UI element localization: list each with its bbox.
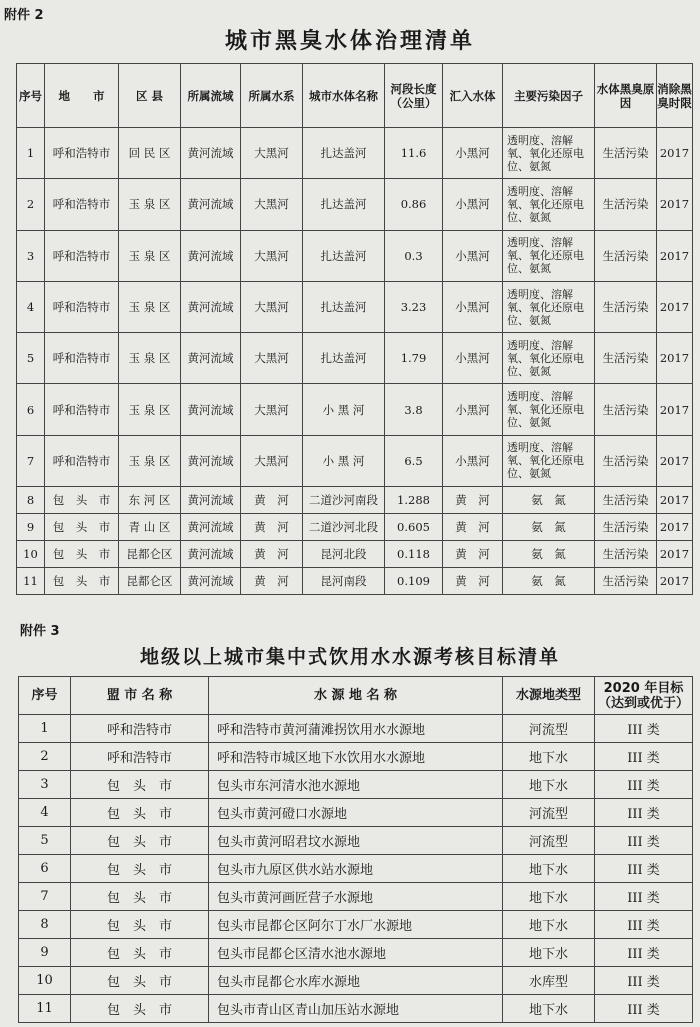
- cell-elim: 2017: [657, 514, 693, 541]
- cell-into: 黄 河: [443, 541, 503, 568]
- cell-pollutant: 透明度、溶解氧、氧化还原电位、氨氮: [503, 230, 595, 281]
- cell-city: 包 头 市: [71, 939, 209, 967]
- table-row: [19, 995, 693, 1023]
- cell-into: 小黑河: [443, 179, 503, 230]
- cell-into: 黄 河: [443, 514, 503, 541]
- cell-target: III 类: [595, 995, 693, 1023]
- cell-system: 黄 河: [241, 514, 303, 541]
- cell-cause: 生活污染: [595, 435, 657, 486]
- cell-target: III 类: [595, 743, 693, 771]
- cell-county: 昆都仑区: [119, 568, 181, 595]
- cell-pollutant: 氨 氮: [503, 487, 595, 514]
- cell-system: 大黑河: [241, 384, 303, 435]
- cell-basin: 黄河流域: [181, 541, 241, 568]
- cell-city: 包 头 市: [71, 883, 209, 911]
- table-row: [19, 855, 693, 883]
- cell-length: 0.109: [385, 568, 443, 595]
- cell-pollutant: 透明度、溶解氧、氧化还原电位、氨氮: [503, 435, 595, 486]
- cell-source: 包头市黄河磴口水源地: [209, 799, 503, 827]
- cell-cause: 生活污染: [595, 333, 657, 384]
- cell-type: 地下水: [503, 743, 595, 771]
- cell-pollutant: 透明度、溶解氧、氧化还原电位、氨氮: [503, 333, 595, 384]
- cell-city: 包 头 市: [71, 995, 209, 1023]
- table-row: [17, 487, 693, 514]
- cell-elim: 2017: [657, 568, 693, 595]
- cell-no: 11: [19, 995, 71, 1023]
- cell-no: 7: [19, 883, 71, 911]
- cell-system: 黄 河: [241, 568, 303, 595]
- header-target: 2020 年目标（达到或优于）: [595, 677, 693, 715]
- cell-source: 包头市黄河昭君坟水源地: [209, 827, 503, 855]
- header-city: 盟 市 名 称: [71, 677, 209, 715]
- header-elim: 消除黑臭时限: [657, 64, 693, 128]
- cell-source: 包头市青山区青山加压站水源地: [209, 995, 503, 1023]
- cell-type: 河流型: [503, 715, 595, 743]
- cell-into: 小黑河: [443, 230, 503, 281]
- header-source: 水 源 地 名 称: [209, 677, 503, 715]
- table-row: [17, 230, 693, 281]
- table-row: [19, 967, 693, 995]
- cell-length: 0.3: [385, 230, 443, 281]
- cell-into: 小黑河: [443, 333, 503, 384]
- cell-length: 3.23: [385, 281, 443, 332]
- cell-no: 9: [19, 939, 71, 967]
- cell-no: 1: [17, 128, 45, 179]
- cell-city: 呼和浩特市: [71, 715, 209, 743]
- cell-cause: 生活污染: [595, 487, 657, 514]
- cell-no: 10: [19, 967, 71, 995]
- cell-city: 包 头 市: [45, 514, 119, 541]
- cell-length: 0.605: [385, 514, 443, 541]
- cell-elim: 2017: [657, 230, 693, 281]
- header-into: 汇入水体: [443, 64, 503, 128]
- cell-target: III 类: [595, 799, 693, 827]
- cell-into: 小黑河: [443, 281, 503, 332]
- cell-pollutant: 氨 氮: [503, 568, 595, 595]
- cell-city: 呼和浩特市: [45, 128, 119, 179]
- table-row: [19, 827, 693, 855]
- header-length: 河段长度（公里）: [385, 64, 443, 128]
- cell-system: 黄 河: [241, 541, 303, 568]
- cell-type: 水库型: [503, 967, 595, 995]
- cell-city: 呼和浩特市: [45, 333, 119, 384]
- cell-city: 呼和浩特市: [45, 435, 119, 486]
- annex2-label: 附件 2: [4, 8, 44, 23]
- cell-water: 小 黑 河: [303, 384, 385, 435]
- header-system: 所属水系: [241, 64, 303, 128]
- cell-water: 扎达盖河: [303, 333, 385, 384]
- table-row: [19, 771, 693, 799]
- cell-type: 地下水: [503, 855, 595, 883]
- cell-water: 扎达盖河: [303, 128, 385, 179]
- cell-source: 包头市九原区供水站水源地: [209, 855, 503, 883]
- header-no: 序号: [17, 64, 45, 128]
- cell-system: 大黑河: [241, 230, 303, 281]
- cell-county: 玉 泉 区: [119, 384, 181, 435]
- cell-pollutant: 透明度、溶解氧、氧化还原电位、氨氮: [503, 128, 595, 179]
- cell-city: 呼和浩特市: [45, 384, 119, 435]
- cell-target: III 类: [595, 855, 693, 883]
- cell-pollutant: 透明度、溶解氧、氧化还原电位、氨氮: [503, 281, 595, 332]
- cell-no: 6: [17, 384, 45, 435]
- cell-basin: 黄河流域: [181, 128, 241, 179]
- table-row: [17, 568, 693, 595]
- cell-cause: 生活污染: [595, 128, 657, 179]
- cell-county: 青 山 区: [119, 514, 181, 541]
- black-odorous-water-table: [16, 63, 693, 595]
- cell-length: 1.288: [385, 487, 443, 514]
- cell-target: III 类: [595, 883, 693, 911]
- cell-water: 昆河南段: [303, 568, 385, 595]
- cell-type: 河流型: [503, 799, 595, 827]
- cell-no: 4: [19, 799, 71, 827]
- cell-basin: 黄河流域: [181, 179, 241, 230]
- table-header-row: [17, 64, 693, 128]
- cell-elim: 2017: [657, 384, 693, 435]
- cell-target: III 类: [595, 939, 693, 967]
- cell-city: 包 头 市: [71, 855, 209, 883]
- cell-target: III 类: [595, 827, 693, 855]
- cell-elim: 2017: [657, 435, 693, 486]
- cell-water: 二道沙河南段: [303, 487, 385, 514]
- cell-no: 2: [19, 743, 71, 771]
- cell-city: 包 头 市: [71, 799, 209, 827]
- cell-basin: 黄河流域: [181, 568, 241, 595]
- cell-cause: 生活污染: [595, 384, 657, 435]
- cell-no: 10: [17, 541, 45, 568]
- cell-city: 包 头 市: [71, 911, 209, 939]
- table-row: [17, 281, 693, 332]
- cell-target: III 类: [595, 715, 693, 743]
- cell-water: 扎达盖河: [303, 179, 385, 230]
- cell-basin: 黄河流域: [181, 487, 241, 514]
- cell-length: 0.118: [385, 541, 443, 568]
- cell-length: 3.8: [385, 384, 443, 435]
- cell-cause: 生活污染: [595, 541, 657, 568]
- cell-elim: 2017: [657, 179, 693, 230]
- cell-type: 河流型: [503, 827, 595, 855]
- cell-into: 黄 河: [443, 568, 503, 595]
- table-row: [17, 384, 693, 435]
- header-no: 序号: [19, 677, 71, 715]
- cell-basin: 黄河流域: [181, 514, 241, 541]
- cell-no: 7: [17, 435, 45, 486]
- cell-system: 大黑河: [241, 281, 303, 332]
- cell-system: 大黑河: [241, 179, 303, 230]
- cell-elim: 2017: [657, 487, 693, 514]
- cell-type: 地下水: [503, 911, 595, 939]
- cell-county: 东 河 区: [119, 487, 181, 514]
- header-pollutant: 主要污染因子: [503, 64, 595, 128]
- table-row: [19, 883, 693, 911]
- table-row: [19, 743, 693, 771]
- table-row: [17, 435, 693, 486]
- cell-water: 扎达盖河: [303, 281, 385, 332]
- cell-no: 11: [17, 568, 45, 595]
- cell-city: 包 头 市: [71, 827, 209, 855]
- cell-target: III 类: [595, 911, 693, 939]
- cell-basin: 黄河流域: [181, 281, 241, 332]
- cell-county: 回 民 区: [119, 128, 181, 179]
- cell-county: 昆都仑区: [119, 541, 181, 568]
- cell-pollutant: 透明度、溶解氧、氧化还原电位、氨氮: [503, 179, 595, 230]
- cell-water: 二道沙河北段: [303, 514, 385, 541]
- table-row: [17, 128, 693, 179]
- cell-cause: 生活污染: [595, 230, 657, 281]
- cell-city: 包 头 市: [71, 967, 209, 995]
- cell-type: 地下水: [503, 995, 595, 1023]
- cell-cause: 生活污染: [595, 281, 657, 332]
- cell-city: 包 头 市: [71, 771, 209, 799]
- cell-city: 呼和浩特市: [45, 230, 119, 281]
- cell-city: 包 头 市: [45, 541, 119, 568]
- cell-system: 大黑河: [241, 435, 303, 486]
- cell-county: 玉 泉 区: [119, 333, 181, 384]
- cell-city: 呼和浩特市: [71, 743, 209, 771]
- cell-elim: 2017: [657, 128, 693, 179]
- header-type: 水源地类型: [503, 677, 595, 715]
- cell-no: 2: [17, 179, 45, 230]
- cell-city: 包 头 市: [45, 568, 119, 595]
- cell-basin: 黄河流域: [181, 384, 241, 435]
- header-county: 区 县: [119, 64, 181, 128]
- cell-city: 呼和浩特市: [45, 281, 119, 332]
- cell-type: 地下水: [503, 939, 595, 967]
- cell-cause: 生活污染: [595, 179, 657, 230]
- cell-into: 黄 河: [443, 487, 503, 514]
- table-row: [19, 715, 693, 743]
- table-row: [17, 514, 693, 541]
- cell-elim: 2017: [657, 541, 693, 568]
- cell-water: 扎达盖河: [303, 230, 385, 281]
- cell-into: 小黑河: [443, 384, 503, 435]
- cell-length: 0.86: [385, 179, 443, 230]
- cell-no: 3: [17, 230, 45, 281]
- cell-no: 3: [19, 771, 71, 799]
- cell-city: 呼和浩特市: [45, 179, 119, 230]
- cell-target: III 类: [595, 771, 693, 799]
- cell-cause: 生活污染: [595, 568, 657, 595]
- table-row: [19, 911, 693, 939]
- cell-city: 包 头 市: [45, 487, 119, 514]
- cell-type: 地下水: [503, 771, 595, 799]
- cell-cause: 生活污染: [595, 514, 657, 541]
- cell-length: 1.79: [385, 333, 443, 384]
- annex3-label: 附件 3: [20, 624, 60, 639]
- cell-source: 包头市东河清水池水源地: [209, 771, 503, 799]
- cell-into: 小黑河: [443, 435, 503, 486]
- table-row: [19, 799, 693, 827]
- cell-system: 黄 河: [241, 487, 303, 514]
- cell-water: 昆河北段: [303, 541, 385, 568]
- cell-no: 9: [17, 514, 45, 541]
- table-row: [17, 179, 693, 230]
- cell-water: 小 黑 河: [303, 435, 385, 486]
- table-row: [17, 541, 693, 568]
- cell-basin: 黄河流域: [181, 230, 241, 281]
- cell-pollutant: 氨 氮: [503, 514, 595, 541]
- cell-source: 呼和浩特市黄河蒲滩拐饮用水水源地: [209, 715, 503, 743]
- table-row: [17, 333, 693, 384]
- cell-county: 玉 泉 区: [119, 179, 181, 230]
- cell-source: 包头市黄河画匠营子水源地: [209, 883, 503, 911]
- annex2-title: 城市黑臭水体治理清单: [224, 28, 475, 54]
- cell-type: 地下水: [503, 883, 595, 911]
- cell-length: 6.5: [385, 435, 443, 486]
- cell-elim: 2017: [657, 281, 693, 332]
- cell-source: 包头市昆都仑区阿尔丁水厂水源地: [209, 911, 503, 939]
- cell-no: 8: [17, 487, 45, 514]
- cell-no: 6: [19, 855, 71, 883]
- table-row: [19, 939, 693, 967]
- cell-no: 1: [19, 715, 71, 743]
- cell-county: 玉 泉 区: [119, 281, 181, 332]
- cell-county: 玉 泉 区: [119, 435, 181, 486]
- header-city: 地 市: [45, 64, 119, 128]
- cell-no: 4: [17, 281, 45, 332]
- cell-into: 小黑河: [443, 128, 503, 179]
- cell-basin: 黄河流域: [181, 333, 241, 384]
- annex3-title: 地级以上城市集中式饮用水水源考核目标清单: [139, 646, 560, 668]
- header-cause: 水体黑臭原 因: [595, 64, 657, 128]
- cell-pollutant: 透明度、溶解氧、氧化还原电位、氨氮: [503, 384, 595, 435]
- cell-target: III 类: [595, 967, 693, 995]
- cell-source: 包头市昆都仑区清水池水源地: [209, 939, 503, 967]
- cell-no: 8: [19, 911, 71, 939]
- cell-length: 11.6: [385, 128, 443, 179]
- cell-system: 大黑河: [241, 333, 303, 384]
- cell-county: 玉 泉 区: [119, 230, 181, 281]
- header-water: 城市水体名称: [303, 64, 385, 128]
- cell-no: 5: [17, 333, 45, 384]
- cell-source: 包头市昆都仑水库水源地: [209, 967, 503, 995]
- cell-pollutant: 氨 氮: [503, 541, 595, 568]
- drinking-water-source-table: [18, 676, 693, 1023]
- cell-no: 5: [19, 827, 71, 855]
- header-basin: 所属流域: [181, 64, 241, 128]
- cell-system: 大黑河: [241, 128, 303, 179]
- cell-elim: 2017: [657, 333, 693, 384]
- cell-basin: 黄河流域: [181, 435, 241, 486]
- table-header-row: [19, 677, 693, 715]
- cell-source: 呼和浩特市城区地下水饮用水水源地: [209, 743, 503, 771]
